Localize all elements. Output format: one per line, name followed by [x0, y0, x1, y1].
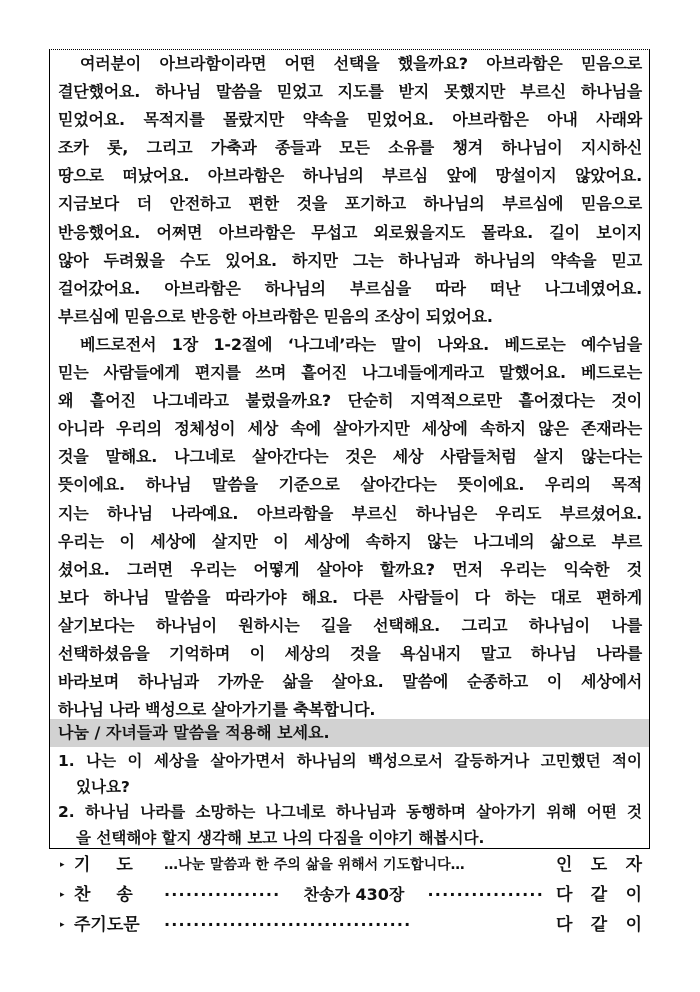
leader-char: 다: [556, 915, 573, 935]
text-line: 믿는 사람들에게 편지를 쓰며 흩어진 나그네들에게라고 말했어요. 베드로는: [58, 363, 642, 383]
lesson-text-box: [49, 49, 650, 849]
text-line: 베드로전서 1장 1-2절에 ‘나그네’라는 말이 나와요. 베드로는 예수님을: [80, 335, 642, 354]
text-line: 결단했어요. 하나님 말씀을 믿었고 지도를 받지 못했지만 부르신 하나님을: [58, 82, 642, 102]
text-line: 우리는 이 세상에 살지만 이 세상에 속하지 않는 나그네의 삶으로 부르: [58, 531, 642, 551]
text-line: 지는 하나님 나라예요. 아브라함을 부르신 하나님은 우리도 부르셨어요.: [58, 503, 642, 523]
text-line: 여러분이 아브라함이라면 어떤 선택을 했을까요? 아브라함은 믿음으로: [80, 54, 642, 73]
dot-leader: ················: [164, 885, 281, 904]
order-label: 주기도문: [74, 915, 140, 935]
paragraph-abraham: [58, 50, 642, 331]
text-line: 부르심에 믿음으로 반응한 아브라함은 믿음의 조상이 되었어요.: [58, 306, 493, 326]
leader-char: 같: [590, 915, 608, 935]
triangle-bullet-icon: ▸: [60, 860, 65, 870]
text-line: 믿었어요. 목적지를 몰랐지만 약속을 믿었어요. 아브라함은 아내 사래와: [58, 110, 642, 130]
question-1: [58, 749, 642, 775]
sharing-title: 나눔 / 자녀들과 말씀을 적용해 보세요.: [58, 723, 330, 742]
sharing-header: [50, 719, 649, 747]
leader-char: 인: [556, 855, 573, 875]
order-leader: [556, 850, 642, 880]
order-label: 찬 송: [74, 885, 133, 905]
leader-char: 이: [625, 915, 642, 935]
text-line: 것을 말해요. 나그네로 살아간다는 것은 세상 사람들처럼 살지 않는다는: [58, 447, 642, 467]
text-line: 걸어갔어요. 아브라함은 하나님의 부르심을 따라 떠난 나그네였어요.: [58, 278, 642, 298]
question-number: 2.: [58, 803, 75, 821]
text-line: 땅으로 떠났어요. 아브라함은 하나님의 부르심 앞에 망설이지 않았어요.: [58, 166, 642, 186]
order-label: 기 도: [74, 855, 133, 875]
dot-leader: ··································: [164, 915, 412, 934]
order-row-prayer: [60, 850, 650, 880]
triangle-bullet-icon: ▸: [60, 920, 65, 930]
dot-leader: ················: [427, 885, 544, 904]
order-content: [164, 880, 544, 910]
text-line: 반응했어요. 어쩌면 아브라함은 무섭고 외로웠을지도 몰라요. 길이 보이지: [58, 222, 642, 242]
question-1-continued: 있나요?: [76, 777, 130, 796]
leader-char: 도: [590, 855, 608, 875]
leader-char: 자: [625, 855, 642, 875]
order-leader: [556, 880, 642, 910]
text-line: 선택하셨음을 기억하며 이 세상의 것을 욕심내지 말고 하나님 나라를: [58, 644, 642, 664]
hymn-number: 찬송가 430장: [303, 885, 405, 904]
leader-char: 이: [625, 885, 642, 905]
question-text: 하나님 나라를 소망하는 나그네로 하나님과 동행하며 살아가기 위해 어떤 것: [85, 803, 643, 821]
leader-char: 같: [590, 885, 608, 905]
order-content: …나눈 말씀과 한 주의 삶을 위해서 기도합니다…: [164, 857, 465, 873]
order-row-hymn: [60, 880, 650, 910]
leader-char: 다: [556, 885, 573, 905]
order-leader: [556, 910, 642, 940]
sharing-questions: [58, 749, 642, 851]
order-row-lords-prayer: [60, 910, 650, 940]
text-line: 하나님 나라 백성으로 살아가기를 축복합니다.: [58, 700, 376, 720]
question-text: 나는 이 세상을 살아가면서 하나님의 백성으로서 갈등하거나 고민했던 적이: [86, 752, 642, 770]
text-line: 지금보다 더 안전하고 편한 것을 포기하고 하나님의 부르심에 믿음으로: [58, 194, 642, 214]
triangle-bullet-icon: ▸: [60, 890, 65, 900]
text-line: 왜 흩어진 나그네라고 불렀을까요? 단순히 지역적으로만 흩어졌다는 것이: [58, 391, 642, 411]
text-line: 조카 롯, 그리고 가축과 종들과 모든 소유를 챙겨 하나님이 지시하신: [58, 138, 642, 158]
text-line: 뜻이에요. 하나님 말씀을 기준으로 살아간다는 뜻이에요. 우리의 목적: [58, 475, 642, 495]
text-line: 않아 두려웠을 수도 있어요. 하지만 그는 하나님과 하나님의 약속을 믿고: [58, 250, 642, 270]
text-line: 셨어요. 그러면 우리는 어떻게 살아야 할까요? 먼저 우리는 익숙한 것: [58, 559, 642, 579]
text-line: 보다 하나님 말씀을 따라가야 해요. 다른 사람들이 다 하는 대로 편하게: [58, 587, 642, 607]
question-number: 1.: [58, 752, 75, 770]
question-2-continued: 을 선택해야 할지 생각해 보고 나의 다짐을 이야기 해봅시다.: [76, 828, 485, 847]
question-2: [58, 800, 642, 826]
text-line: 바라보며 하나님과 가까운 삶을 살아요. 말씀에 순종하고 이 세상에서: [58, 672, 642, 692]
text-line: 아니라 우리의 정체성이 세상 속에 살아가지만 세상에 속하지 않은 존재라는: [58, 419, 642, 439]
text-line: 살기보다는 하나님이 원하시는 길을 선택해요. 그리고 하나님이 나를: [58, 615, 642, 635]
paragraph-sojourner: [58, 331, 642, 724]
